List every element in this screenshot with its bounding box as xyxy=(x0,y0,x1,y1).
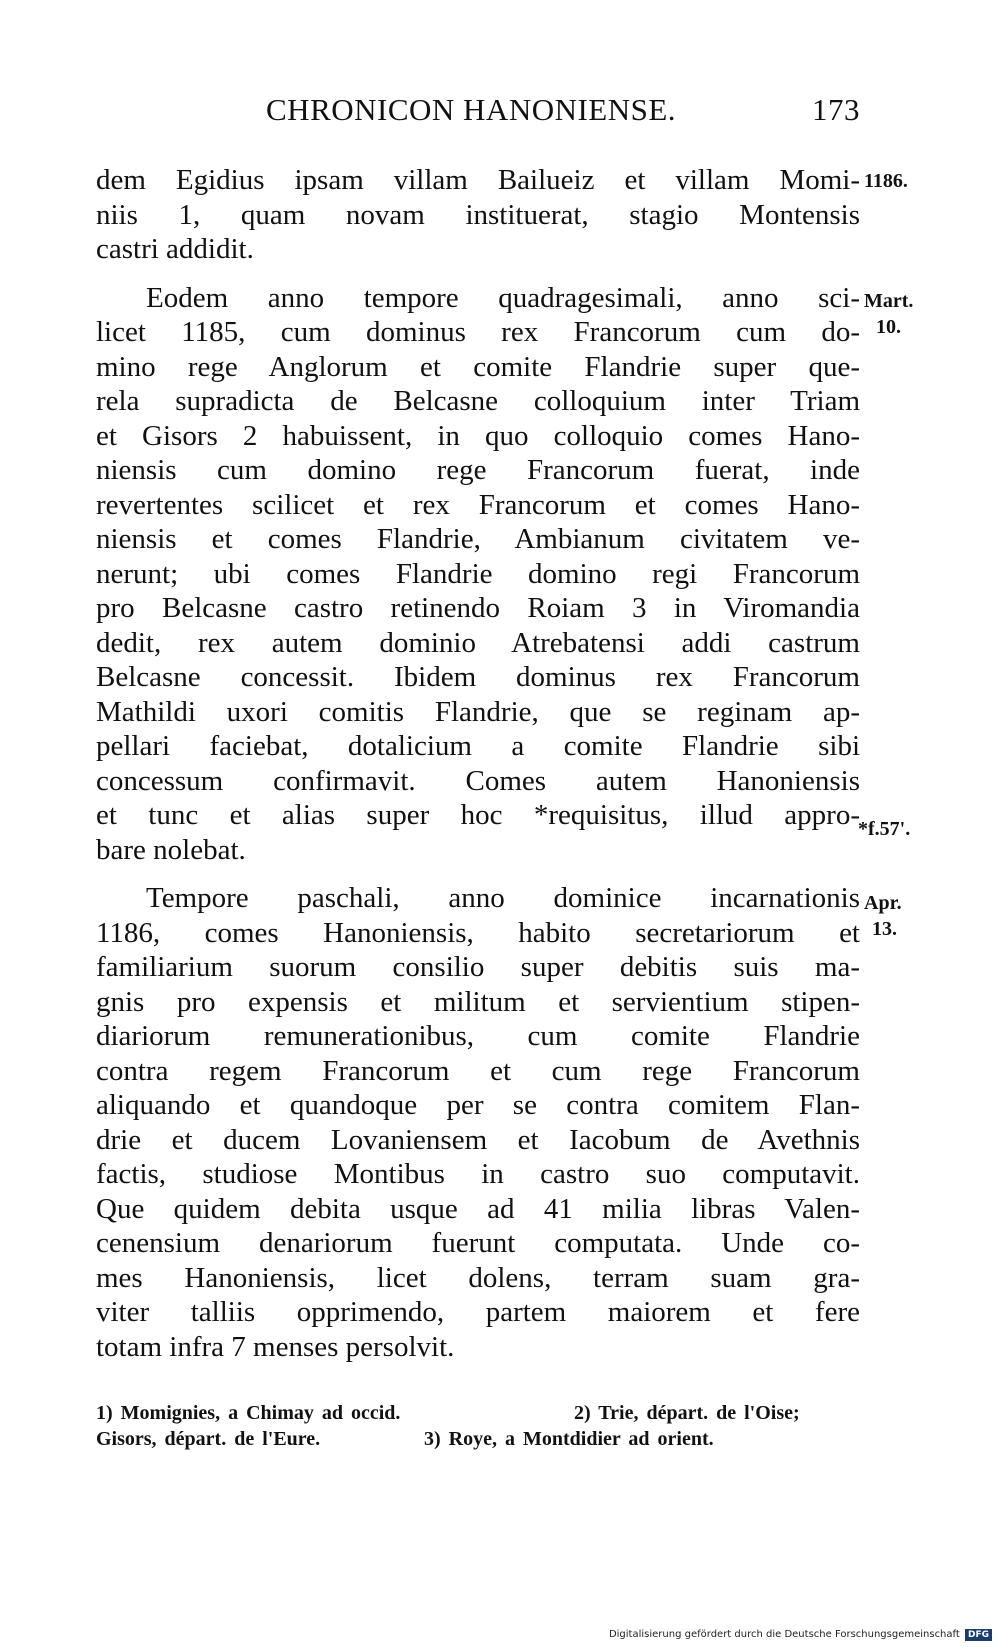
footnote-line xyxy=(96,1426,860,1452)
margin-note-month: Apr. xyxy=(864,892,902,914)
running-title: CHRONICON HANONIENSE. xyxy=(266,92,677,127)
text-line: aliquando et quandoque per se contra comitem Flan- xyxy=(96,1089,860,1121)
text-line: totam infra 7 menses persolvit. xyxy=(96,1330,455,1363)
text-line: niis 1, quam novam instituerat, stagio Montensis xyxy=(96,198,860,231)
text-line: niensis et comes Flandrie, Ambianum civitatem ve- xyxy=(96,523,860,555)
margin-note-year: 1186. xyxy=(864,170,908,192)
page-number: 173 xyxy=(812,92,860,127)
text-line: nerunt; ubi comes Flandrie domino regi Francorum xyxy=(96,557,860,590)
text-line: castri addidit. xyxy=(96,233,254,265)
text-line: mino rege Anglorum et comite Flandrie super que- xyxy=(96,350,860,383)
text-line: factis, studiose Montibus in castro suo computavit. xyxy=(96,1158,860,1190)
text-line: contra regem Francorum et cum rege Francorum xyxy=(96,1054,860,1087)
text-line: Tempore paschali, anno dominice incarnationis xyxy=(146,882,860,914)
digitization-credit xyxy=(609,1629,992,1641)
text-line: viter talliis opprimendo, partem maiorem et fere xyxy=(96,1296,860,1328)
margin-note-folio: *f.57'. xyxy=(858,818,911,840)
running-head xyxy=(96,92,860,132)
text-line: Belcasne concessit. Ibidem dominus rex Francorum xyxy=(96,661,860,693)
margin-note-day: 13. xyxy=(872,918,897,940)
margin-note-month: Mart. xyxy=(864,290,914,312)
text-line: niensis cum domino rege Francorum fuerat, inde xyxy=(96,454,860,486)
text-line: Eodem anno tempore quadragesimali, anno sci- xyxy=(146,281,860,314)
text-line: pro Belcasne castro retinendo Roiam 3 in Viromandia xyxy=(96,592,860,624)
text-line: drie et ducem Lovaniensem et Iacobum de Avethnis xyxy=(96,1123,860,1156)
text-line: dedit, rex autem dominio Atrebatensi addi castrum xyxy=(96,626,860,659)
text-line: et tunc et alias super hoc *requisitus, illud appro- xyxy=(96,799,860,831)
footnote-3: 3) Roye, a Montdidier ad orient. xyxy=(424,1428,714,1450)
text-line: gnis pro expensis et militum et servientium stipen- xyxy=(96,985,860,1018)
text-line: bare nolebat. xyxy=(96,833,246,866)
footnote-2: 2) Trie, départ. de l'Oise; xyxy=(574,1402,800,1424)
footnote-2-continued: Gisors, départ. de l'Eure. xyxy=(96,1428,321,1450)
text-line: Que quidem debita usque ad 41 milia libras Valen- xyxy=(96,1192,860,1225)
text-line: revertentes scilicet et rex Francorum et comes Hano- xyxy=(96,488,860,521)
text-line: diariorum remunerationibus, cum comite Flandrie xyxy=(96,1020,860,1052)
footnote-line xyxy=(96,1400,860,1426)
text-line: concessum confirmavit. Comes autem Hanoniensis xyxy=(96,764,860,797)
text-line: mes Hanoniensis, licet dolens, terram suam gra- xyxy=(96,1261,860,1294)
margin-note-day: 10. xyxy=(876,316,901,338)
text-line: et Gisors 2 habuissent, in quo colloquio comes Hano- xyxy=(96,419,860,452)
text-line: cenensium denariorum fuerunt computata. Unde co- xyxy=(96,1227,860,1259)
body-text xyxy=(96,163,860,1364)
text-line: rela supradicta de Belcasne colloquium inter Triam xyxy=(96,385,860,417)
footnote-1: 1) Momignies, a Chimay ad occid. xyxy=(96,1402,401,1424)
text-line: familiarium suorum consilio super debitis suis ma- xyxy=(96,951,860,983)
text-line: dem Egidius ipsam villam Bailueiz et villam Momi- xyxy=(96,164,860,196)
text-line: licet 1185, cum dominus rex Francorum cum do- xyxy=(96,316,860,348)
text-line: Mathildi uxori comitis Flandrie, que se reginam ap- xyxy=(96,695,860,728)
dfg-logo: DFG xyxy=(965,1629,992,1641)
text-line: 1186, comes Hanoniensis, habito secretariorum et xyxy=(96,916,860,949)
credit-text: Digitalisierung gefördert durch die Deutsche Forschungsgemeinschaft xyxy=(608,1629,960,1640)
text-line: pellari faciebat, dotalicium a comite Flandrie sibi xyxy=(96,730,860,762)
footnotes xyxy=(96,1400,860,1452)
